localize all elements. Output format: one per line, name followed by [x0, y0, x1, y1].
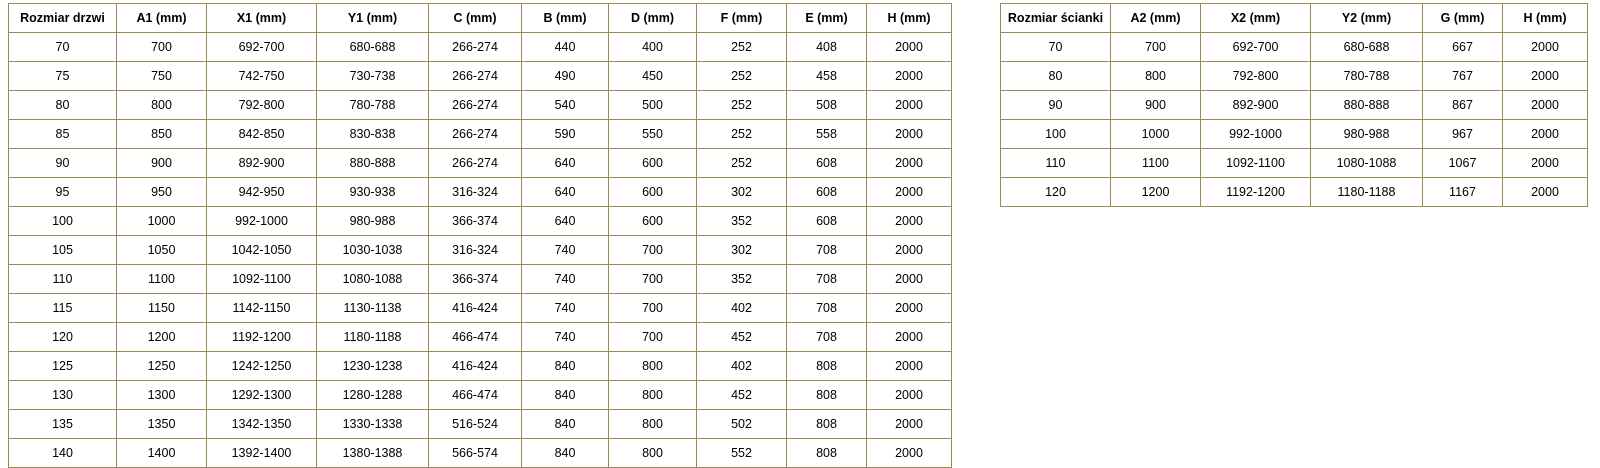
table-cell: 252: [697, 33, 787, 62]
table-cell: 2000: [867, 236, 952, 265]
table-row: [9, 236, 952, 265]
table-header-row: [1001, 4, 1588, 33]
table-cell: 740: [522, 323, 609, 352]
table-cell: 100: [9, 207, 117, 236]
table-cell: 120: [9, 323, 117, 352]
table-cell: 808: [787, 410, 867, 439]
table-cell: 302: [697, 236, 787, 265]
table-cell: 667: [1423, 33, 1503, 62]
column-header: Rozmiar ścianki: [1001, 4, 1111, 33]
table-cell: 800: [1111, 62, 1201, 91]
table-cell: 416-424: [429, 352, 522, 381]
table-cell: 708: [787, 265, 867, 294]
table-cell: 608: [787, 207, 867, 236]
table-cell: 2000: [867, 323, 952, 352]
table-cell: 80: [1001, 62, 1111, 91]
table-row: [1001, 33, 1588, 62]
table-cell: 830-838: [317, 120, 429, 149]
table-cell: 252: [697, 91, 787, 120]
table-cell: 2000: [1503, 62, 1588, 91]
table-cell: 792-800: [1201, 62, 1311, 91]
table-cell: 266-274: [429, 62, 522, 91]
table-cell: 808: [787, 381, 867, 410]
column-header: Y1 (mm): [317, 4, 429, 33]
table-row: [9, 120, 952, 149]
table-cell: 800: [609, 381, 697, 410]
column-header: G (mm): [1423, 4, 1503, 33]
table-cell: 1200: [1111, 178, 1201, 207]
table-cell: 967: [1423, 120, 1503, 149]
walls-dimensions-table-container: [1000, 3, 1568, 207]
table-cell: 808: [787, 439, 867, 468]
table-cell: 1342-1350: [207, 410, 317, 439]
table-cell: 500: [609, 91, 697, 120]
table-cell: 252: [697, 149, 787, 178]
table-cell: 600: [609, 178, 697, 207]
table-cell: 867: [1423, 91, 1503, 120]
table-cell: 1292-1300: [207, 381, 317, 410]
table-cell: 100: [1001, 120, 1111, 149]
table-cell: 700: [117, 33, 207, 62]
table-cell: 2000: [867, 265, 952, 294]
table-cell: 2000: [1503, 178, 1588, 207]
table-cell: 708: [787, 236, 867, 265]
table-cell: 840: [522, 410, 609, 439]
table-row: [9, 410, 952, 439]
table-cell: 552: [697, 439, 787, 468]
table-cell: 840: [522, 352, 609, 381]
table-cell: 366-374: [429, 207, 522, 236]
doors-table-body: [9, 33, 952, 468]
table-cell: 1067: [1423, 149, 1503, 178]
table-cell: 1200: [117, 323, 207, 352]
table-cell: 742-750: [207, 62, 317, 91]
table-cell: 416-424: [429, 294, 522, 323]
doors-dimensions-table: [8, 3, 952, 468]
table-cell: 708: [787, 294, 867, 323]
table-row: [1001, 178, 1588, 207]
table-cell: 490: [522, 62, 609, 91]
table-cell: 1380-1388: [317, 439, 429, 468]
table-cell: 452: [697, 381, 787, 410]
table-cell: 266-274: [429, 120, 522, 149]
column-header: X1 (mm): [207, 4, 317, 33]
table-cell: 767: [1423, 62, 1503, 91]
table-cell: 110: [1001, 149, 1111, 178]
table-row: [9, 149, 952, 178]
table-cell: 120: [1001, 178, 1111, 207]
table-cell: 550: [609, 120, 697, 149]
table-cell: 1000: [1111, 120, 1201, 149]
table-cell: 600: [609, 149, 697, 178]
table-cell: 1100: [117, 265, 207, 294]
table-cell: 608: [787, 178, 867, 207]
table-cell: 508: [787, 91, 867, 120]
walls-table-header: [1001, 4, 1588, 33]
table-cell: 1092-1100: [1201, 149, 1311, 178]
column-header: A2 (mm): [1111, 4, 1201, 33]
table-cell: 608: [787, 149, 867, 178]
table-cell: 135: [9, 410, 117, 439]
walls-dimensions-table: [1000, 3, 1588, 207]
table-cell: 1030-1038: [317, 236, 429, 265]
table-cell: 1330-1338: [317, 410, 429, 439]
table-cell: 450: [609, 62, 697, 91]
table-cell: 566-574: [429, 439, 522, 468]
table-cell: 850: [117, 120, 207, 149]
column-header: D (mm): [609, 4, 697, 33]
table-cell: 366-374: [429, 265, 522, 294]
table-cell: 930-938: [317, 178, 429, 207]
table-cell: 516-524: [429, 410, 522, 439]
table-cell: 408: [787, 33, 867, 62]
table-cell: 452: [697, 323, 787, 352]
table-row: [9, 323, 952, 352]
table-cell: 792-800: [207, 91, 317, 120]
table-cell: 800: [609, 352, 697, 381]
table-cell: 2000: [867, 62, 952, 91]
table-cell: 1092-1100: [207, 265, 317, 294]
table-cell: 1350: [117, 410, 207, 439]
table-cell: 266-274: [429, 149, 522, 178]
table-cell: 992-1000: [207, 207, 317, 236]
table-cell: 730-738: [317, 62, 429, 91]
column-header: Y2 (mm): [1311, 4, 1423, 33]
table-cell: 110: [9, 265, 117, 294]
table-cell: 1042-1050: [207, 236, 317, 265]
table-cell: 1280-1288: [317, 381, 429, 410]
table-cell: 700: [1111, 33, 1201, 62]
table-cell: 590: [522, 120, 609, 149]
table-row: [1001, 62, 1588, 91]
table-cell: 252: [697, 120, 787, 149]
table-row: [9, 207, 952, 236]
table-row: [9, 62, 952, 91]
table-row: [9, 265, 952, 294]
table-cell: 2000: [867, 33, 952, 62]
table-cell: 1080-1088: [317, 265, 429, 294]
table-cell: 70: [9, 33, 117, 62]
table-cell: 1300: [117, 381, 207, 410]
table-cell: 80: [9, 91, 117, 120]
table-cell: 700: [609, 236, 697, 265]
table-cell: 2000: [1503, 149, 1588, 178]
table-cell: 115: [9, 294, 117, 323]
table-cell: 842-850: [207, 120, 317, 149]
table-cell: 2000: [1503, 91, 1588, 120]
table-cell: 1180-1188: [317, 323, 429, 352]
column-header: B (mm): [522, 4, 609, 33]
table-cell: 302: [697, 178, 787, 207]
table-row: [9, 381, 952, 410]
table-cell: 70: [1001, 33, 1111, 62]
column-header: A1 (mm): [117, 4, 207, 33]
table-cell: 140: [9, 439, 117, 468]
table-cell: 2000: [867, 120, 952, 149]
table-cell: 95: [9, 178, 117, 207]
table-cell: 400: [609, 33, 697, 62]
table-cell: 880-888: [317, 149, 429, 178]
table-cell: 2000: [867, 149, 952, 178]
table-cell: 1392-1400: [207, 439, 317, 468]
table-cell: 1180-1188: [1311, 178, 1423, 207]
table-cell: 640: [522, 149, 609, 178]
table-cell: 252: [697, 62, 787, 91]
table-cell: 942-950: [207, 178, 317, 207]
column-header: H (mm): [1503, 4, 1588, 33]
table-cell: 540: [522, 91, 609, 120]
table-cell: 700: [609, 294, 697, 323]
table-cell: 1250: [117, 352, 207, 381]
table-cell: 2000: [867, 410, 952, 439]
table-cell: 800: [117, 91, 207, 120]
table-cell: 880-888: [1311, 91, 1423, 120]
table-cell: 692-700: [1201, 33, 1311, 62]
table-cell: 90: [9, 149, 117, 178]
column-header: C (mm): [429, 4, 522, 33]
table-cell: 2000: [867, 91, 952, 120]
table-cell: 640: [522, 178, 609, 207]
table-cell: 1192-1200: [1201, 178, 1311, 207]
table-row: [9, 178, 952, 207]
table-cell: 1230-1238: [317, 352, 429, 381]
table-cell: 266-274: [429, 33, 522, 62]
table-cell: 1192-1200: [207, 323, 317, 352]
table-cell: 130: [9, 381, 117, 410]
table-cell: 1080-1088: [1311, 149, 1423, 178]
table-cell: 2000: [867, 352, 952, 381]
table-cell: 680-688: [1311, 33, 1423, 62]
table-cell: 740: [522, 294, 609, 323]
table-row: [9, 439, 952, 468]
table-cell: 352: [697, 265, 787, 294]
table-row: [9, 294, 952, 323]
table-cell: 900: [1111, 91, 1201, 120]
table-cell: 740: [522, 236, 609, 265]
table-cell: 1142-1150: [207, 294, 317, 323]
table-cell: 992-1000: [1201, 120, 1311, 149]
table-cell: 780-788: [317, 91, 429, 120]
doors-dimensions-table-container: [8, 3, 931, 468]
table-cell: 800: [609, 410, 697, 439]
table-cell: 900: [117, 149, 207, 178]
table-cell: 75: [9, 62, 117, 91]
table-cell: 1130-1138: [317, 294, 429, 323]
table-cell: 700: [609, 265, 697, 294]
table-cell: 808: [787, 352, 867, 381]
table-cell: 692-700: [207, 33, 317, 62]
table-cell: 750: [117, 62, 207, 91]
column-header: H (mm): [867, 4, 952, 33]
table-cell: 266-274: [429, 91, 522, 120]
table-cell: 892-900: [1201, 91, 1311, 120]
table-cell: 2000: [867, 381, 952, 410]
table-cell: 1400: [117, 439, 207, 468]
table-cell: 2000: [867, 294, 952, 323]
table-cell: 1050: [117, 236, 207, 265]
table-cell: 458: [787, 62, 867, 91]
table-cell: 402: [697, 352, 787, 381]
column-header: X2 (mm): [1201, 4, 1311, 33]
table-cell: 466-474: [429, 381, 522, 410]
table-cell: 640: [522, 207, 609, 236]
table-cell: 1150: [117, 294, 207, 323]
table-cell: 316-324: [429, 178, 522, 207]
column-header: E (mm): [787, 4, 867, 33]
table-cell: 440: [522, 33, 609, 62]
table-cell: 800: [609, 439, 697, 468]
table-row: [9, 91, 952, 120]
table-cell: 402: [697, 294, 787, 323]
table-cell: 840: [522, 439, 609, 468]
table-cell: 558: [787, 120, 867, 149]
table-cell: 680-688: [317, 33, 429, 62]
table-row: [1001, 91, 1588, 120]
table-row: [1001, 120, 1588, 149]
table-cell: 780-788: [1311, 62, 1423, 91]
table-cell: 2000: [867, 178, 952, 207]
table-cell: 2000: [1503, 33, 1588, 62]
table-row: [1001, 149, 1588, 178]
table-cell: 1000: [117, 207, 207, 236]
table-cell: 316-324: [429, 236, 522, 265]
table-cell: 2000: [867, 439, 952, 468]
table-cell: 125: [9, 352, 117, 381]
table-row: [9, 33, 952, 62]
table-cell: 980-988: [1311, 120, 1423, 149]
table-cell: 980-988: [317, 207, 429, 236]
table-cell: 1242-1250: [207, 352, 317, 381]
table-cell: 700: [609, 323, 697, 352]
table-cell: 892-900: [207, 149, 317, 178]
table-cell: 502: [697, 410, 787, 439]
table-cell: 105: [9, 236, 117, 265]
column-header: Rozmiar drzwi: [9, 4, 117, 33]
table-row: [9, 352, 952, 381]
column-header: F (mm): [697, 4, 787, 33]
table-cell: 950: [117, 178, 207, 207]
table-cell: 90: [1001, 91, 1111, 120]
table-cell: 600: [609, 207, 697, 236]
table-cell: 85: [9, 120, 117, 149]
doors-table-header: [9, 4, 952, 33]
table-cell: 352: [697, 207, 787, 236]
table-header-row: [9, 4, 952, 33]
table-cell: 840: [522, 381, 609, 410]
table-cell: 740: [522, 265, 609, 294]
walls-table-body: [1001, 33, 1588, 207]
table-cell: 2000: [1503, 120, 1588, 149]
table-cell: 708: [787, 323, 867, 352]
table-cell: 2000: [867, 207, 952, 236]
table-cell: 466-474: [429, 323, 522, 352]
table-cell: 1167: [1423, 178, 1503, 207]
table-cell: 1100: [1111, 149, 1201, 178]
